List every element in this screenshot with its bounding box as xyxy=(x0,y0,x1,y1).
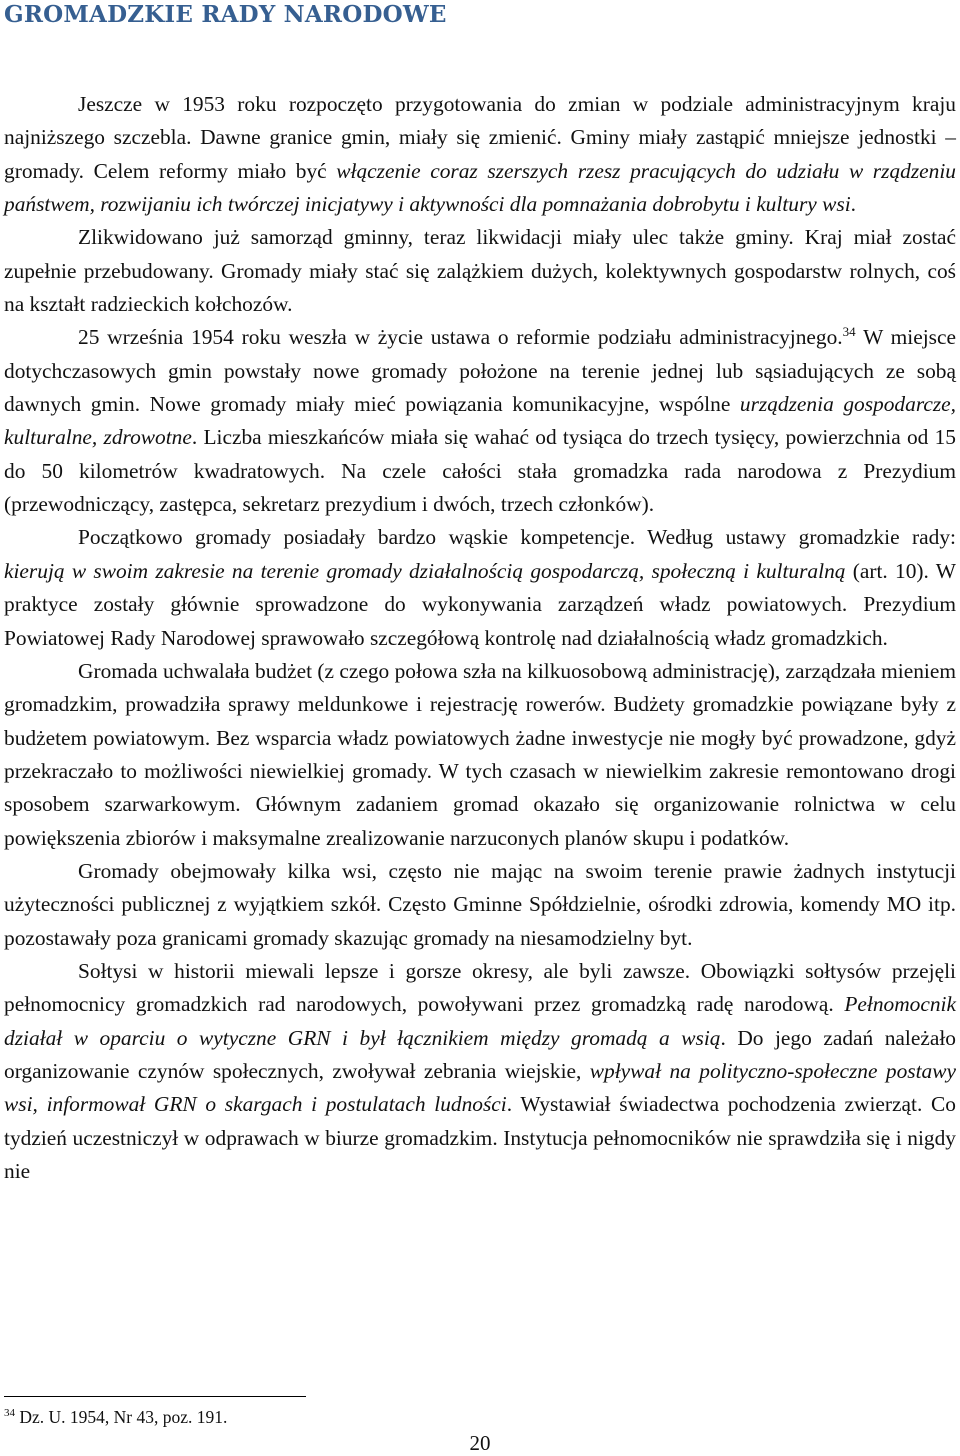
footnote-reference[interactable]: 34 xyxy=(842,324,856,340)
paragraph-7-text-a: Sołtysi w historii miewali lepsze i gorsze okresy, ale byli zawsze. Obowiązki sołtysów przejęli pełnomocnicy gromadzkich rad narodowych, powoływani przez gromadzką radę narodową. xyxy=(4,958,956,1017)
paragraph-7-text-b: . Do jego zadań należało organizowanie czynów społecznych, zwoływał zebrania wiejskie, xyxy=(4,1025,956,1083)
footnote-text: Dz. U. 1954, Nr 43, poz. 191. xyxy=(15,1407,228,1427)
paragraph-1-text-a: Jeszcze w 1953 roku rozpoczęto przygotowania do zmian w podziale administracyjnym kraju najniższego szczebla. Dawne granice gmin, miały się zmienić. Gminy miały zastąpić mniejsze jednostki – gromady. Celem reformy miało być xyxy=(4,92,956,183)
paragraph-1-text-b: . xyxy=(850,192,857,217)
paragraph-4-quote: kierują w swoim zakresie na terenie gromady działalnością gospodarczą, społeczną i kulturalną xyxy=(4,558,846,583)
paragraph-3-quote: urządzenia gospodarcze, kulturalne, zdrowotne xyxy=(4,392,957,450)
footnote-divider xyxy=(4,1396,306,1397)
paragraph-3-text-b: W miejsce dotychczasowych gmin powstały nowe gromady położone na terenie jednej lub sąsiadujących ze sobą dawnych gmin. Nowe gromady miały mieć powiązania komunikacyjne, wspólne xyxy=(4,325,956,417)
paragraph-3 xyxy=(4,321,956,521)
paragraph-7-quote-1: Pełnomocnik działał w oparciu o wytyczne GRN i był łącznikiem między gromadą a wsią xyxy=(4,992,956,1050)
page-title: GROMADZKIE RADY NARODOWE xyxy=(4,1,447,28)
paragraph-4-text-a: Początkowo gromady posiadały bardzo wąskie kompetencje. Według ustawy gromadzkie rady: xyxy=(78,525,956,550)
paragraph-5: Gromada uchwalała budżet (z czego połowa szła na kilkuosobową administrację), zarządzała mieniem gromadzkim, prowadziła sprawy meldunkowe i rejestrację rowerów. Budżety gromadzkie powiązane były z budżetem powiatowym. Bez wsparcia władz powiatowych żadne inwestycje nie mogły być prowadzone, gdyż przekraczało to możliwości niewielkiej gromady. W tych czasach w niewielkim zakresie remontowano drogi sposobem szarwarkowym. Głównym zadaniem gromad okazało się organizowanie rolnictwa w celu powiększenia zbiorów i maksymalne zrealizowanie narzuconych planów skupu i podatków. xyxy=(4,658,956,850)
paragraph-1 xyxy=(4,88,956,221)
paragraph-7 xyxy=(4,955,956,1188)
footnote xyxy=(4,1405,944,1429)
paragraph-6: Gromady obejmowały kilka wsi, często nie mając na swoim terenie prawie żadnych instytucji użyteczności publicznej z wyjątkiem szkół. Często Gminne Spółdzielnie, ośrodki zdrowia, komendy MO itp. pozostawały poza granicami gromady skazując gromady na niesamodzielny byt. xyxy=(4,858,956,950)
page-number: 20 xyxy=(469,1431,491,1455)
paragraph-7-text-c: . Wystawiał świadectwa pochodzenia zwierząt. Co tydzień uczestniczył w odprawach w biurze gromadzkim. Instytucja pełnomocników nie sprawdziła się i nigdy nie xyxy=(4,1092,956,1183)
footnote-number: 34 xyxy=(4,1407,15,1420)
paragraph-3-text-c: . Liczba mieszkańców miała się wahać od tysiąca do trzech tysięcy, powierzchnia od 15 do 50 kilometrów kwadratowych. Na czele całości stała gromadzka rada narodowa z Prezydium (przewodniczący, zastępca, sekretarz prezydium i dwóch, trzech członków). xyxy=(4,425,956,517)
paragraph-4 xyxy=(4,521,956,654)
paragraph-2: Zlikwidowano już samorząd gminny, teraz likwidacji miały ulec także gminy. Kraj miał zostać zupełnie przebudowany. Gromady miały stać się zalążkiem dużych, kolektywnych gospodarstw rolnych, coś na kształt radzieckich kołchozów. xyxy=(4,225,956,317)
paragraph-7-quote-2: wpływał na polityczno-społeczne postawy wsi, informował GRN o skargach i postulatach ludności xyxy=(4,1058,956,1117)
paragraph-3-text-a: 25 września 1954 roku weszła w życie ustawa o reformie podziału administracyjnego. xyxy=(78,325,843,350)
document-body xyxy=(4,88,956,1188)
paragraph-1-quote: włączenie coraz szerszych rzesz pracujących do udziału w rządzeniu państwem, rozwijaniu ich twórczej inicjatywy i aktywności dla pomnażania dobrobytu i kultury wsi xyxy=(4,158,956,217)
paragraph-4-text-b: (art. 10). W praktyce zostały głównie sprowadzone do wykonywania zarządzeń władz powiatowych. Prezydium Powiatowej Rady Narodowej sprawowało szczegółową kontrolę nad działalnością władz gromadzkich. xyxy=(4,558,956,650)
